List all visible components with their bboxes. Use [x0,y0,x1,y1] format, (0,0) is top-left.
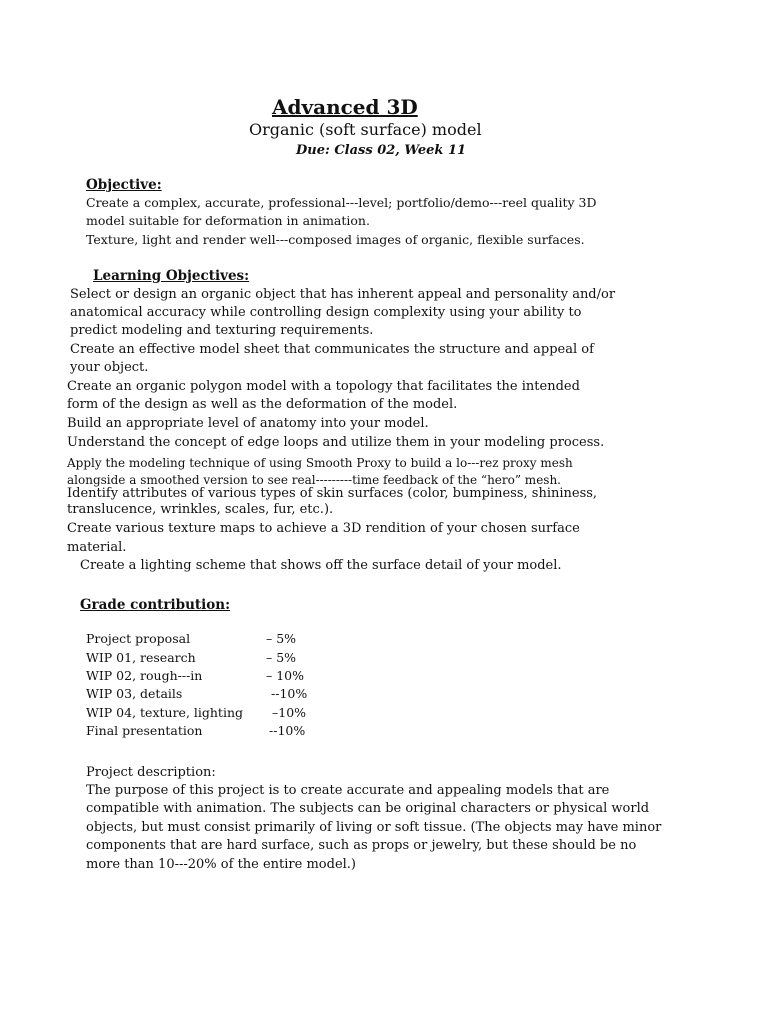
description-line: components that are hard surface, such as props or jewelry, but these should be no [86,838,637,853]
grade-item-label: Final presentation [86,723,203,738]
learning-objective-line: anatomical accuracy while controlling design complexity using your ability to [70,305,582,320]
learning-objective-line: Create a lighting scheme that shows off the surface detail of your model. [80,558,562,573]
grade-item-value: – 5% [266,631,297,646]
learning-objective-line: alongside a smoothed version to see real---------time feedback of the “hero” mesh. [67,473,561,487]
learning-objective-line: material. [67,540,127,555]
grade-item-value: --10% [269,723,306,738]
grade-item-value: – 5% [266,650,297,665]
learning-objective-line: predict modeling and texturing requirements. [70,323,374,338]
learning-objective-line: Build an appropriate level of anatomy into your model. [67,416,429,431]
description-line: more than 10---20% of the entire model.) [86,857,357,872]
learning-objective-line: form of the design as well as the deformation of the model. [67,397,458,412]
description-line: The purpose of this project is to create accurate and appealing models that are [86,783,610,798]
learning-objective-line: Create various texture maps to achieve a 3D rendition of your chosen surface [67,521,580,536]
learning-objective-line: Select or design an organic object that has inherent appeal and personality and/or [70,287,616,302]
grade-item-label: WIP 02, rough---in [86,668,203,683]
grade-row [86,667,346,685]
grade-row [86,722,346,740]
learning-objective-line: Identify attributes of various types of skin surfaces (color, bumpiness, shininess, [67,486,598,501]
learning-objectives-heading: Learning Objectives: [93,268,250,284]
description-line: compatible with animation. The subjects can be original characters or physical world [86,801,650,816]
grade-contribution-heading: Grade contribution: [80,597,231,613]
grade-item-label: WIP 04, texture, lighting [86,705,244,720]
grade-row [86,685,346,703]
grade-row [86,704,346,722]
grade-row [86,649,346,667]
objective-line: model suitable for deformation in animation. [86,213,370,228]
grade-item-value: –10% [272,705,307,720]
description-line: objects, but must consist primarily of living or soft tissue. (The objects may have minor [86,820,662,835]
grade-item-label: WIP 01, research [86,650,196,665]
learning-objective-line: your object. [70,360,149,375]
due-date: Due: Class 02, Week 11 [296,143,467,158]
page-subtitle: Organic (soft surface) model [249,120,482,139]
grade-row [86,630,346,648]
learning-objective-line: Apply the modeling technique of using Smooth Proxy to build a lo---rez proxy mesh [67,456,573,470]
learning-objective-line: Create an effective model sheet that communicates the structure and appeal of [70,342,594,357]
objective-line: Create a complex, accurate, professional---level; portfolio/demo---reel quality 3D [86,195,597,210]
page-title: Advanced 3D [272,95,418,119]
learning-objective-line: Create an organic polygon model with a topology that facilitates the intended [67,379,580,394]
grade-item-label: WIP 03, details [86,686,183,701]
objective-heading: Objective: [86,177,162,193]
learning-objective-line: translucence, wrinkles, scales, fur, etc.). [67,502,334,517]
learning-objective-line: Understand the concept of edge loops and utilize them in your modeling process. [67,435,605,450]
grade-item-value: --10% [271,686,308,701]
grade-item-value: – 10% [266,668,305,683]
objective-line: Texture, light and render well---composed images of organic, flexible surfaces. [86,232,585,247]
project-description-heading: Project description: [86,765,216,780]
grade-item-label: Project proposal [86,631,191,646]
